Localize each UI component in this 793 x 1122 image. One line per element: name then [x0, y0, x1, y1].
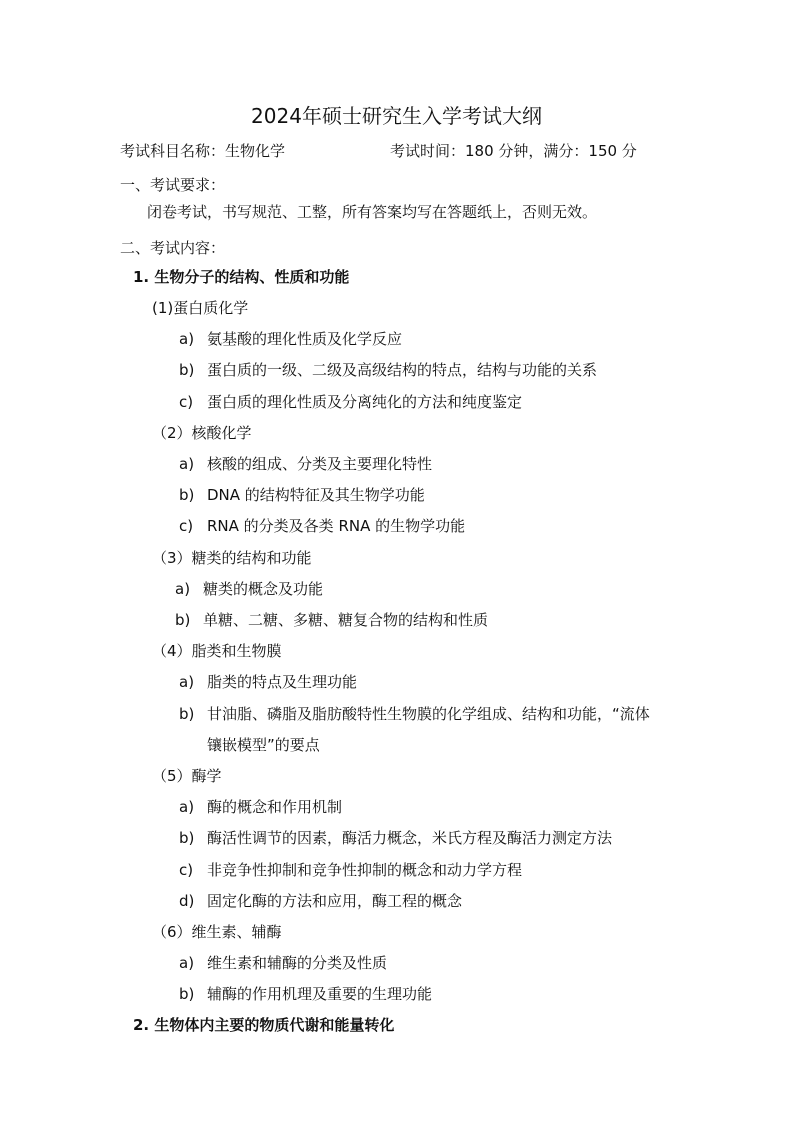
item-label: b) — [179, 361, 195, 379]
item-label: a) — [179, 455, 195, 473]
outline-item — [179, 704, 650, 724]
item-label: b) — [175, 611, 191, 629]
item-text: 酶的概念和作用机制 — [207, 798, 343, 816]
outline-item — [179, 828, 612, 848]
outline-item — [175, 579, 323, 599]
topic-heading: （3）糖类的结构和功能 — [152, 549, 312, 567]
outline-item — [179, 516, 465, 536]
item-text: 核酸的组成、分类及主要理化特性 — [207, 455, 433, 473]
item-label: b) — [179, 486, 195, 504]
item-text: 辅酶的作用机理及重要的生理功能 — [207, 985, 433, 1003]
section1-text: 闭卷考试，书写规范、工整，所有答案均写在答题纸上，否则无效。 — [147, 203, 598, 221]
item-text: RNA 的分类及各类 RNA 的生物学功能 — [207, 517, 466, 535]
item-label: c) — [179, 393, 194, 411]
item-text: 维生素和辅酶的分类及性质 — [207, 954, 388, 972]
section1-heading: 一、考试要求： — [120, 176, 226, 194]
item-text: DNA 的结构特征及其生物学功能 — [207, 486, 425, 504]
item-label: a) — [179, 673, 195, 691]
item-text: 非竞争性抑制和竞争性抑制的概念和动力学方程 — [207, 861, 523, 879]
outline-item — [179, 860, 522, 880]
item-label: d) — [179, 892, 195, 910]
item-text: 氨基酸的理化性质及化学反应 — [207, 330, 403, 348]
item-text: 脂类的特点及生理功能 — [207, 673, 358, 691]
outline-item — [179, 360, 597, 380]
topic-heading: （2）核酸化学 — [152, 424, 252, 442]
item-label: a) — [175, 580, 191, 598]
part2-heading: 2. 生物体内主要的物质代谢和能量转化 — [133, 1016, 395, 1034]
item-label: a) — [179, 798, 195, 816]
item-text: 蛋白质的一级、二级及高级结构的特点，结构与功能的关系 — [207, 361, 598, 379]
topic-heading: （4）脂类和生物膜 — [152, 642, 282, 660]
outline-item — [179, 485, 425, 505]
item-label: b) — [179, 705, 195, 723]
item-text: 甘油脂、磷脂及脂肪酸特性生物膜的化学组成、结构和功能，“流体 — [207, 705, 650, 723]
part1-heading: 1. 生物分子的结构、性质和功能 — [133, 268, 350, 286]
topic-heading: （5）酶学 — [152, 767, 222, 785]
exam-subject: 考试科目名称：生物化学 — [120, 142, 286, 160]
item-label: c) — [179, 517, 194, 535]
item-label: c) — [179, 861, 194, 879]
topic-heading: （6）维生素、辅酶 — [152, 923, 282, 941]
item-text-continuation: 镶嵌模型”的要点 — [207, 736, 320, 754]
item-text: 单糖、二糖、多糖、糖复合物的结构和性质 — [203, 611, 489, 629]
outline-item — [179, 454, 432, 474]
item-text: 固定化酶的方法和应用，酶工程的概念 — [207, 892, 463, 910]
outline-item — [179, 797, 342, 817]
item-label: b) — [179, 829, 195, 847]
topic-heading: (1)蛋白质化学 — [152, 299, 249, 317]
outline-item — [175, 610, 488, 630]
outline-item — [179, 953, 387, 973]
outline-item — [179, 672, 357, 692]
exam-info: 考试时间：180 分钟，满分：150 分 — [390, 142, 637, 160]
item-label: a) — [179, 954, 195, 972]
item-label: a) — [179, 330, 195, 348]
item-text: 糖类的概念及功能 — [203, 580, 324, 598]
outline-item — [179, 392, 522, 412]
item-label: b) — [179, 985, 195, 1003]
outline-item — [179, 891, 462, 911]
item-text: 蛋白质的理化性质及分离纯化的方法和纯度鉴定 — [207, 393, 523, 411]
section2-heading: 二、考试内容： — [120, 239, 226, 257]
document-title: 2024年硕士研究生入学考试大纲 — [251, 104, 542, 128]
outline-item — [179, 984, 432, 1004]
outline-item — [179, 329, 402, 349]
item-text: 酶活性调节的因素，酶活力概念，米氏方程及酶活力测定方法 — [207, 829, 613, 847]
